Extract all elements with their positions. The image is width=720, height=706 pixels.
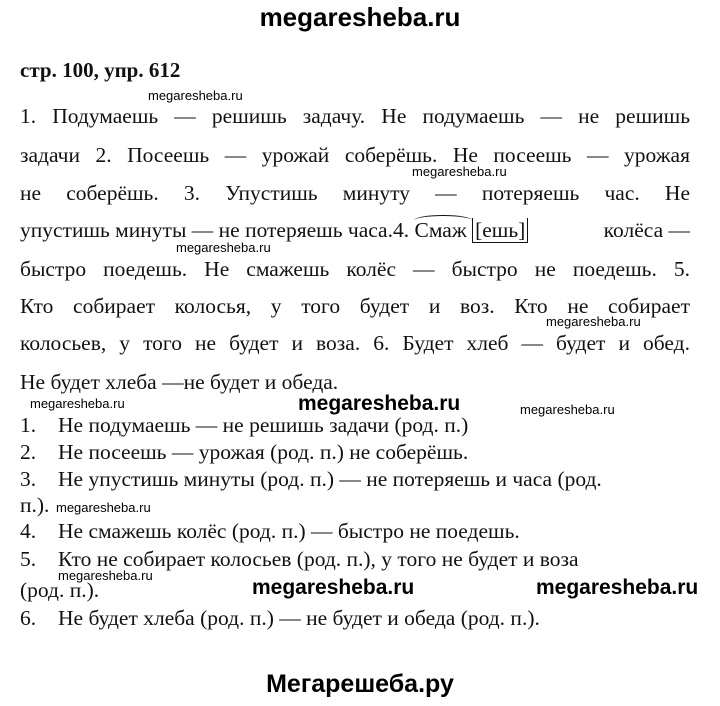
watermark-medium-1: megaresheba.ru bbox=[298, 392, 461, 415]
text-line-3: не соберёшь. 3. Упустишь минуту — потеряешь час. Не bbox=[20, 181, 690, 205]
list-text: Не посеешь — урожая (род. п.) не соберёшь. bbox=[58, 440, 469, 464]
watermark-top: megaresheba.ru bbox=[259, 2, 461, 32]
list-number: 3. bbox=[20, 467, 37, 491]
watermark-small-2: megaresheba.ru bbox=[412, 164, 507, 179]
list-item bbox=[20, 440, 468, 465]
root-arc-mark bbox=[414, 215, 472, 226]
list-item bbox=[20, 606, 540, 631]
text-line-1: 1. Подумаешь — решишь задачу. Не подумаешь — не решишь bbox=[20, 104, 690, 128]
list-number: 4. bbox=[20, 519, 37, 543]
page-heading: стр. 100, упр. 612 bbox=[20, 58, 181, 82]
list-text: Кто не собирает колосьев (род. п.), у того не будет и воза bbox=[58, 547, 579, 571]
watermark-small-7: megaresheba.ru bbox=[56, 500, 151, 515]
watermark-small-1: megaresheba.ru bbox=[148, 88, 243, 103]
list-number: 5. bbox=[20, 547, 37, 571]
text-line-6: Кто собирает колосья, у того будет и воз. Кто не собирает bbox=[20, 294, 690, 318]
list-text: Не упустишь минуты (род. п.) — не потеряешь и часа (род. bbox=[58, 467, 602, 491]
list-item bbox=[20, 413, 468, 438]
list-text: Не подумаешь — не решишь задачи (род. п.) bbox=[58, 413, 469, 437]
watermark-medium-2: megaresheba.ru bbox=[252, 576, 415, 599]
list-item bbox=[20, 519, 520, 544]
watermark-bottom: Мегарешеба.ру bbox=[266, 670, 454, 698]
text-line-2: задачи 2. Посеешь — урожай соберёшь. Не посеешь — урожая bbox=[20, 143, 690, 167]
watermark-small-6: megaresheba.ru bbox=[520, 402, 615, 417]
list-number: 6. bbox=[20, 606, 37, 630]
morph-root-text: Смаж bbox=[414, 218, 467, 242]
text-line-5: быстро поедешь. Не смажешь колёс — быстро не поедешь. 5. bbox=[20, 257, 690, 281]
watermark-small-3: megaresheba.ru bbox=[176, 240, 271, 255]
watermark-medium-3: megaresheba.ru bbox=[536, 576, 699, 599]
watermark-small-4: megaresheba.ru bbox=[546, 314, 641, 329]
list-item-continuation bbox=[20, 493, 49, 518]
watermark-small-5: megaresheba.ru bbox=[30, 396, 125, 411]
text-line-4 bbox=[20, 218, 690, 243]
text-line-8: Не будет хлеба —не будет и обеда. bbox=[20, 370, 339, 394]
list-item-continuation bbox=[20, 578, 99, 603]
text-line-4-start: упустишь минуты — не потеряешь часа.4. bbox=[20, 218, 410, 242]
list-text: Не будет хлеба (род. п.) — не будет и обеда (род. п.). bbox=[58, 606, 540, 630]
text-line-7: колосьев, у того не будет и воза. 6. Будет хлеб — будет и обед. bbox=[20, 331, 690, 355]
list-item bbox=[20, 547, 579, 572]
list-item bbox=[20, 467, 602, 492]
list-number: 1. bbox=[20, 413, 37, 437]
list-text: п.). bbox=[20, 493, 50, 517]
list-number: 2. bbox=[20, 440, 37, 464]
morph-ending: [ешь] bbox=[472, 218, 528, 243]
morph-word bbox=[414, 218, 472, 242]
watermark-small-8: megaresheba.ru bbox=[58, 568, 153, 583]
list-text: Не смажешь колёс (род. п.) — быстро не поедешь. bbox=[58, 519, 520, 543]
text-line-4-end: колёса — bbox=[603, 218, 690, 242]
list-text: (род. п.). bbox=[20, 578, 100, 602]
